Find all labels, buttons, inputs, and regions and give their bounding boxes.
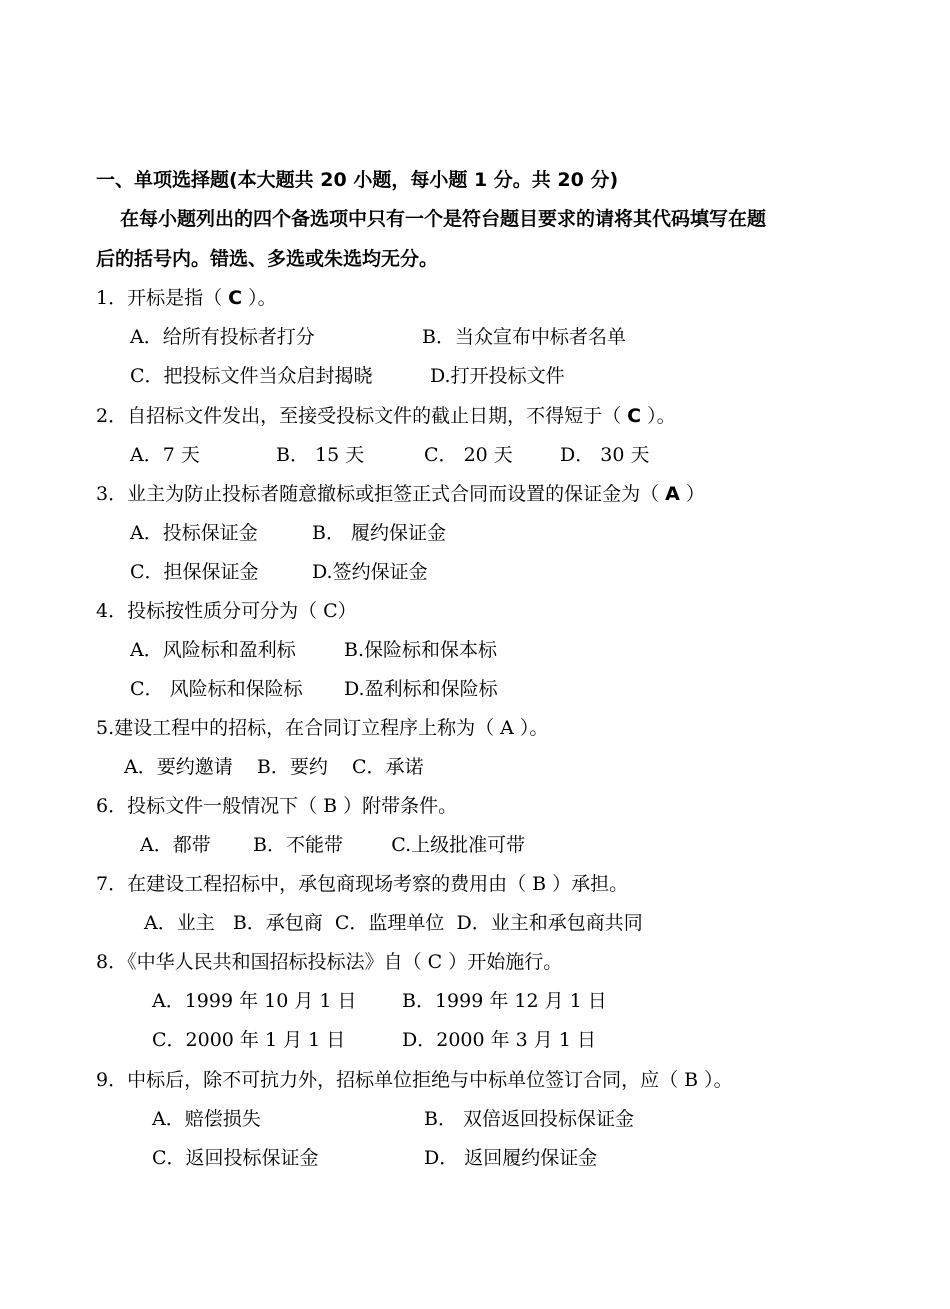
instruction-line-2: 后的括号内。错选、多选或朱选均无分。	[96, 248, 439, 270]
question-7-options: A．业主 B．承包商 C．监理单位 D．业主和承包商共同	[144, 912, 643, 934]
question-4-option-b: B.保险标和保本标	[344, 639, 498, 661]
question-2-option-d: D． 30 天	[560, 444, 650, 466]
question-9-option-c: C．返回投标保证金	[152, 1147, 319, 1169]
question-4-option-c: C． 风险标和保险标	[130, 678, 303, 700]
question-9: 9．中标后，除不可抗力外，招标单位拒绝与中标单位签订合同，应（ B ）。	[96, 1069, 733, 1091]
question-7: 7．在建设工程招标中，承包商现场考察的费用由（ B ）承担。	[96, 873, 629, 895]
question-4-option-d: D.盈利标和保险标	[344, 678, 498, 700]
question-5: 5.建设工程中的招标，在合同订立程序上称为（ A ）。	[96, 717, 549, 739]
question-4: 4．投标按性质分可分为（ C）	[96, 600, 357, 622]
question-6: 6．投标文件一般情况下（ B ）附带条件。	[96, 795, 458, 817]
question-3-answer: A	[665, 483, 680, 505]
question-1-option-c: C．把投标文件当众启封揭晓	[130, 365, 373, 387]
question-9-option-b: B． 双倍返回投标保证金	[424, 1108, 635, 1130]
question-1: 1．开标是指（ C ）。	[96, 287, 277, 309]
question-1-option-d: D.打开投标文件	[430, 365, 565, 387]
question-8-option-a: A．1999 年 10 月 1 日	[152, 990, 357, 1012]
question-3-option-c: C．担保保证金	[130, 561, 259, 583]
question-2-answer: C	[627, 405, 642, 427]
question-3-option-b: B． 履约保证金	[312, 522, 447, 544]
question-1-option-b: B．当众宣布中标者名单	[422, 326, 626, 348]
question-2-option-c: C． 20 天	[424, 444, 513, 466]
instruction-line-1: 在每小题列出的四个备选项中只有一个是符台题目要求的请将其代码填写在题	[120, 208, 767, 230]
question-8-option-b: B．1999 年 12 月 1 日	[402, 990, 607, 1012]
question-8-option-d: D．2000 年 3 月 1 日	[402, 1029, 596, 1051]
question-5-options: A．要约邀请 B．要约 C．承诺	[124, 756, 424, 778]
question-3: 3．业主为防止投标者随意撤标或拒签正式合同而设置的保证金为（ A ）	[96, 483, 705, 505]
question-8: 8．《中华人民共和国招标投标法》自（ C ）开始施行。	[96, 951, 563, 973]
question-8-option-c: C．2000 年 1 月 1 日	[152, 1029, 346, 1051]
question-2-option-b: B． 15 天	[276, 444, 365, 466]
section-heading: 一、单项选择题(本大题共 20 小题，每小题 1 分。共 20 分)	[96, 169, 619, 191]
question-9-option-a: A．赔偿损失	[152, 1108, 261, 1130]
question-2: 2．自招标文件发出，至接受投标文件的截止日期，不得短于（ C ）。	[96, 405, 676, 427]
question-3-option-d: D.签约保证金	[312, 561, 428, 583]
question-3-option-a: A．投标保证金	[130, 522, 258, 544]
question-1-option-a: A．给所有投标者打分	[130, 326, 315, 348]
question-9-option-d: D． 返回履约保证金	[424, 1147, 598, 1169]
question-4-option-a: A．风险标和盈利标	[130, 639, 296, 661]
question-1-answer: C	[228, 287, 243, 309]
question-6-options: A．都带 B．不能带 C.上级批准可带	[140, 834, 526, 856]
question-2-option-a: A．7 天	[130, 444, 200, 466]
